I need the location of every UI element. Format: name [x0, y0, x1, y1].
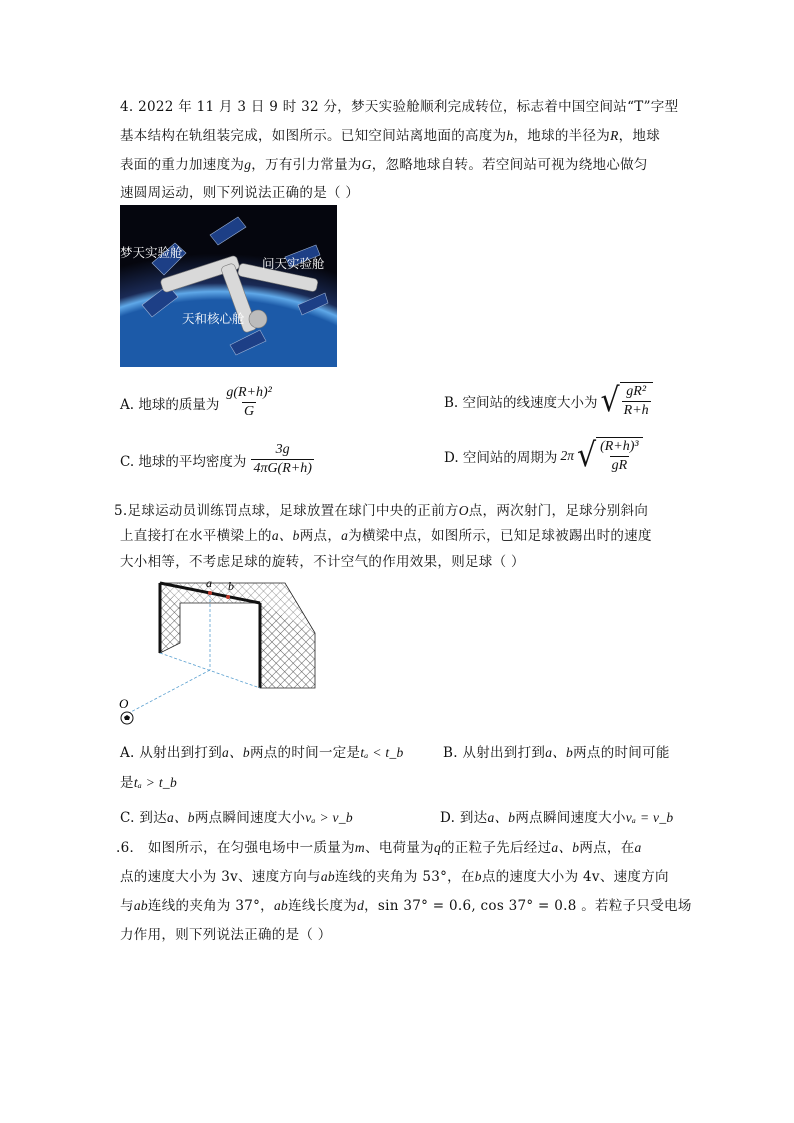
q5-option-b: B. 从射出到打到a、b两点的时间可能 [443, 745, 670, 761]
q5-line-1: 5.足球运动员训练罚点球，足球放置在球门中央的正前方O点，两次射门，足球分别斜向 [114, 503, 649, 519]
q4-option-a: A. 地球的质量为 $\frac{\text{g(R+h)²}}{G}$ [120, 385, 272, 419]
label-tianhe: 天和核心舱 [182, 311, 245, 326]
q6-line-1: .6． 如图所示，在匀强电场中一质量为m、电荷量为q的正粒子先后经过a、b两点，在a [116, 840, 642, 856]
point-a [208, 591, 212, 595]
q4-line-2: 基本结构在轨组装完成，如图所示。已知空间站离地面的高度为h，地球的半径为R，地球 [120, 128, 661, 144]
q5-option-d: D. 到达a、b两点瞬间速度大小vₐ = v_b [440, 810, 674, 826]
q5-option-b-cont: 是tₐ > t_b [120, 775, 178, 791]
space-station-photo [120, 205, 337, 367]
goal-diagram [115, 578, 330, 726]
q6-line-4: 力作用，则下列说法正确的是（ ） [120, 927, 332, 943]
point-b [226, 595, 230, 599]
label-wentian: 问天实验舱 [262, 256, 325, 271]
q5-line-3: 大小相等，不考虑足球的旋转，不计空气的作用效果，则足球（ ） [120, 554, 525, 570]
label-a: a [206, 578, 212, 590]
q5-option-c: C. 到达a、b两点瞬间速度大小vₐ > v_b [120, 810, 353, 826]
q5-option-a: A. 从射出到打到a、b两点的时间一定是tₐ < t_b [120, 745, 404, 761]
football-icon [121, 712, 133, 724]
label-o: O [119, 696, 129, 711]
q4-option-b: B. 空间站的线速度大小为 √ $\frac{\text{gR²}}{R+h}$ [444, 382, 653, 419]
q4-option-d: D. 空间站的周期为 2π √ $\frac{\text{(R+h)³}}{gR}$ [444, 437, 643, 474]
q4-line-3: 表面的重力加速度为g，万有引力常量为G，忽略地球自转。若空间站可视为绕地心做匀 [120, 157, 648, 173]
q4-line-1: 4. 2022 年 11 月 3 日 9 时 32 分，梦天实验舱顺利完成转位，标志着中国空间站“T”字型 [120, 99, 679, 115]
label-b: b [228, 579, 234, 593]
q6-line-3: 与ab连线的夹角为 37°，ab连线长度为d，sin 37° = 0.6, cos 37° = 0.8 。若粒子只受电场 [120, 898, 692, 914]
q6-line-2: 点的速度大小为 3v、速度方向与ab连线的夹角为 53°，在b点的速度大小为 4v、速度方向 [120, 869, 669, 885]
label-mengtian: 梦天实验舱 [120, 245, 183, 260]
q4-option-c: C. 地球的平均密度为 $\frac{3g}{4\pi G(R+h)}$ [120, 442, 312, 476]
q5-line-2: 上直接打在水平横梁上的a、b两点，a为横梁中点，如图所示，已知足球被踢出时的速度 [120, 528, 652, 544]
q4-line-4: 速圆周运动，则下列说法正确的是（ ） [120, 185, 360, 201]
